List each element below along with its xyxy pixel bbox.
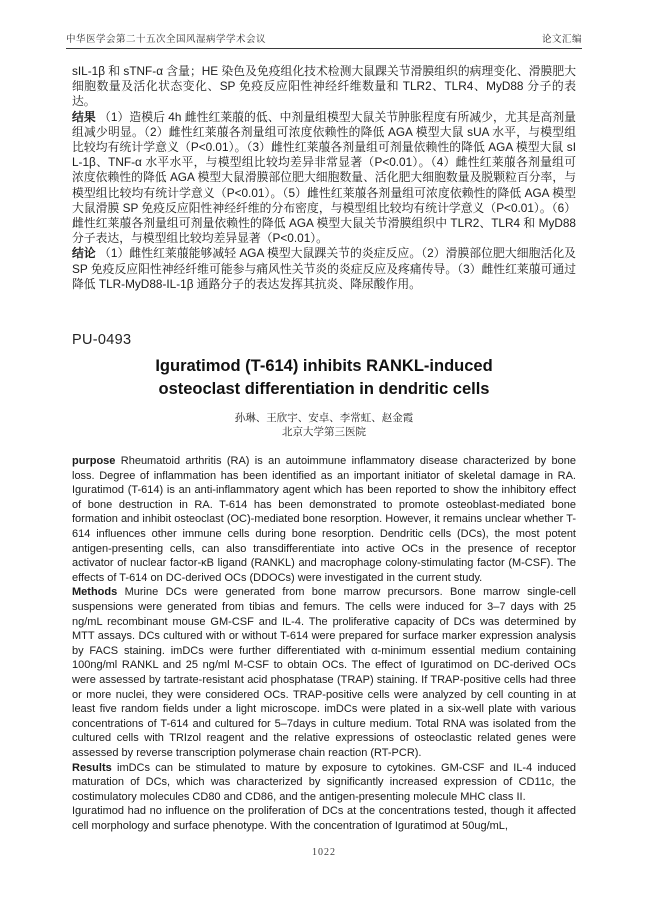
abstract-title-line2: osteoclast differentiation in dendritic cells bbox=[158, 380, 490, 399]
header-volume-label: 论文汇编 bbox=[541, 35, 582, 45]
previous-abstract-results bbox=[72, 110, 576, 247]
abstract-section-purpose bbox=[72, 454, 576, 585]
results-label-en: Results bbox=[72, 761, 112, 774]
page-footer bbox=[0, 847, 648, 858]
results-text-en: imDCs can be stimulated to mature by exposure to cytokines. GM-CSF and IL-4 induced maturation of DCs, which was characterized by significantly increased expression of CD11c, the costimulatory molecules CD80 and CD86, and the antigen-presenting molecule MHC class II. bbox=[72, 761, 576, 803]
abstract-section-results-continued bbox=[72, 804, 576, 833]
purpose-label: purpose bbox=[72, 455, 116, 468]
continuation-text: sIL-1β 和 sTNF-α 含量；HE 染色及免疫组化技术检测大鼠踝关节滑膜组织的病理变化、滑膜肥大细胞数量及活化状态变化、SP 免疫反应阳性神经纤维数量和 TLR2、TLR4、MyD88 分子的表达。 bbox=[72, 64, 576, 109]
previous-abstract-conclusion bbox=[72, 246, 576, 292]
abstract-body bbox=[72, 454, 576, 833]
page-header bbox=[66, 0, 582, 49]
abstract-pu-0493 bbox=[72, 332, 576, 833]
abstract-section-methods bbox=[72, 585, 576, 760]
page-content bbox=[72, 64, 576, 833]
methods-text: Murine DCs were generated from bone marrow precursors. Bone marrow single-cell suspensions were generated from tibias and femurs. The cells were induced for 3–7 days with 25 ng/mL recombinant mouse GM-CSF and IL-4. The proliferative capacity of DCs was determined by MTT assays. DCs cultured with or without T-614 were prepared for surface marker expression analysis by FACS staining. imDCs were further differentiated with α-minimum essential medium containing 100ng/ml RANKL and 25 ng/ml M-CSF to obtain OCs. The effect of Iguratimod on DC-derived OCs were assessed by tartrate-resistant acid phosphatase (TRAP) staining. If TRAP-positive cells had three or more nuclei, they were considered OCs. TRAP-positive cells were analyzed by cell counting in at least five random fields under a light microscope. imDCs were plated in a six-well plate with various concentrations of T-614 and cultured for 5–7days in culture medium. Total RNA was isolated from the cultured cells with TRIzol reagent and the relative expressions of osteoclastic related genes were assessed by reverse transcription polymerase chain reaction (RT-PCR). bbox=[72, 586, 576, 759]
results-continued-text: Iguratimod had no influence on the proliferation of DCs at the concentrations tested, though it affected cell morphology and surface phenotype. With the concentration of Iguratimod at 50ug/mL, bbox=[72, 805, 576, 832]
results-text-zh: （1）造模后 4h 雌性红莱菔的低、中剂量组模型大鼠关节肿胀程度有所减少，尤其是高剂量组减少明显。（2）雌性红莱菔各剂量组可浓度依赖性的降低 AGA 模型大鼠 sUA 水平，与模型组比较均有统计学意义（P<0.01）。（3）雌性红莱菔各剂量组可剂量依赖性的降低 AGA 模型大鼠 sIL-1β、TNF-α 水平水平，与模型组比较均差异非常显著（P<0.01）。（4）雌性红莱菔各剂量组可浓度依赖性的降低 AGA 模型大鼠滑膜部位肥大细胞数量、活化肥大细胞数量及脱颗粒百分率，与模型组比较均有统计学意义（P<0.01）。（5）雌性红莱菔各剂量组可浓度依赖性的降低 AGA 模型大鼠滑膜 SP 免疫反应阳性神经纤维的分布密度，与模型组比较均有统计学意义（P<0.01）。（6）雌性红莱菔各剂量组可剂量依赖性的降低 AGA 模型大鼠关节滑膜组织中 TLR2、TLR4 和 MyD88 分子表达，与模型组比较均差异显著（P<0.01）。 bbox=[72, 109, 576, 246]
previous-abstract-continuation bbox=[72, 64, 576, 110]
conclusion-label-zh: 结论 bbox=[72, 246, 96, 261]
results-label-zh: 结果 bbox=[72, 109, 96, 124]
abstract-authors: 孙琳、王欣宇、安卓、李常虹、赵金霞 bbox=[234, 412, 414, 425]
methods-label: Methods bbox=[72, 586, 118, 599]
abstract-section-results bbox=[72, 761, 576, 805]
abstract-id: PU-0493 bbox=[72, 332, 132, 349]
header-conference-title: 中华医学会第二十五次全国风湿病学学术会议 bbox=[66, 35, 267, 45]
purpose-text: Rheumatoid arthritis (RA) is an autoimmune inflammatory disease characterized by bone loss. Degree of inflammation has been identified as an important initiator of skeletal damage in RA. Iguratimod (T-614) is an anti-inflammatory agent which has been reported to show the inhibitory effect of bone destruction in RA. T-614 has been demonstrated to promote osteoblast-mediated bone formation and inhibit osteoclast (OC)-mediated bone resorption. However, it remains unclear whether T-614 influences other immune cells during bone resorption. Dendritic cells (DCs), the most potent antigen-presenting cells, can also transdifferentiate into active OCs in the presence of receptor activator of nuclear factor-κB ligand (RANKL) and macrophage colony-stimulating factor (M-CSF). The effects of T-614 on DC-derived OCs (DDOCs) were investigated in the current study. bbox=[72, 455, 576, 584]
abstract-title-line1: Iguratimod (T-614) inhibits RANKL-induced bbox=[155, 357, 493, 376]
abstract-title bbox=[72, 355, 576, 401]
abstract-affiliation: 北京大学第三医院 bbox=[282, 426, 366, 439]
page-number: 1022 bbox=[312, 847, 336, 858]
conclusion-text-zh: （1）雌性红莱菔能够减轻 AGA 模型大鼠踝关节的炎症反应。（2）滑膜部位肥大细胞活化及 SP 免疫反应阳性神经纤维可能参与痛风性关节炎的炎症反应及疼痛传导。（3）雌性红莱菔可通过降低 TLR-MyD88-IL-1β 通路分子的表达发挥其抗炎、降尿酸作用。 bbox=[72, 246, 576, 291]
